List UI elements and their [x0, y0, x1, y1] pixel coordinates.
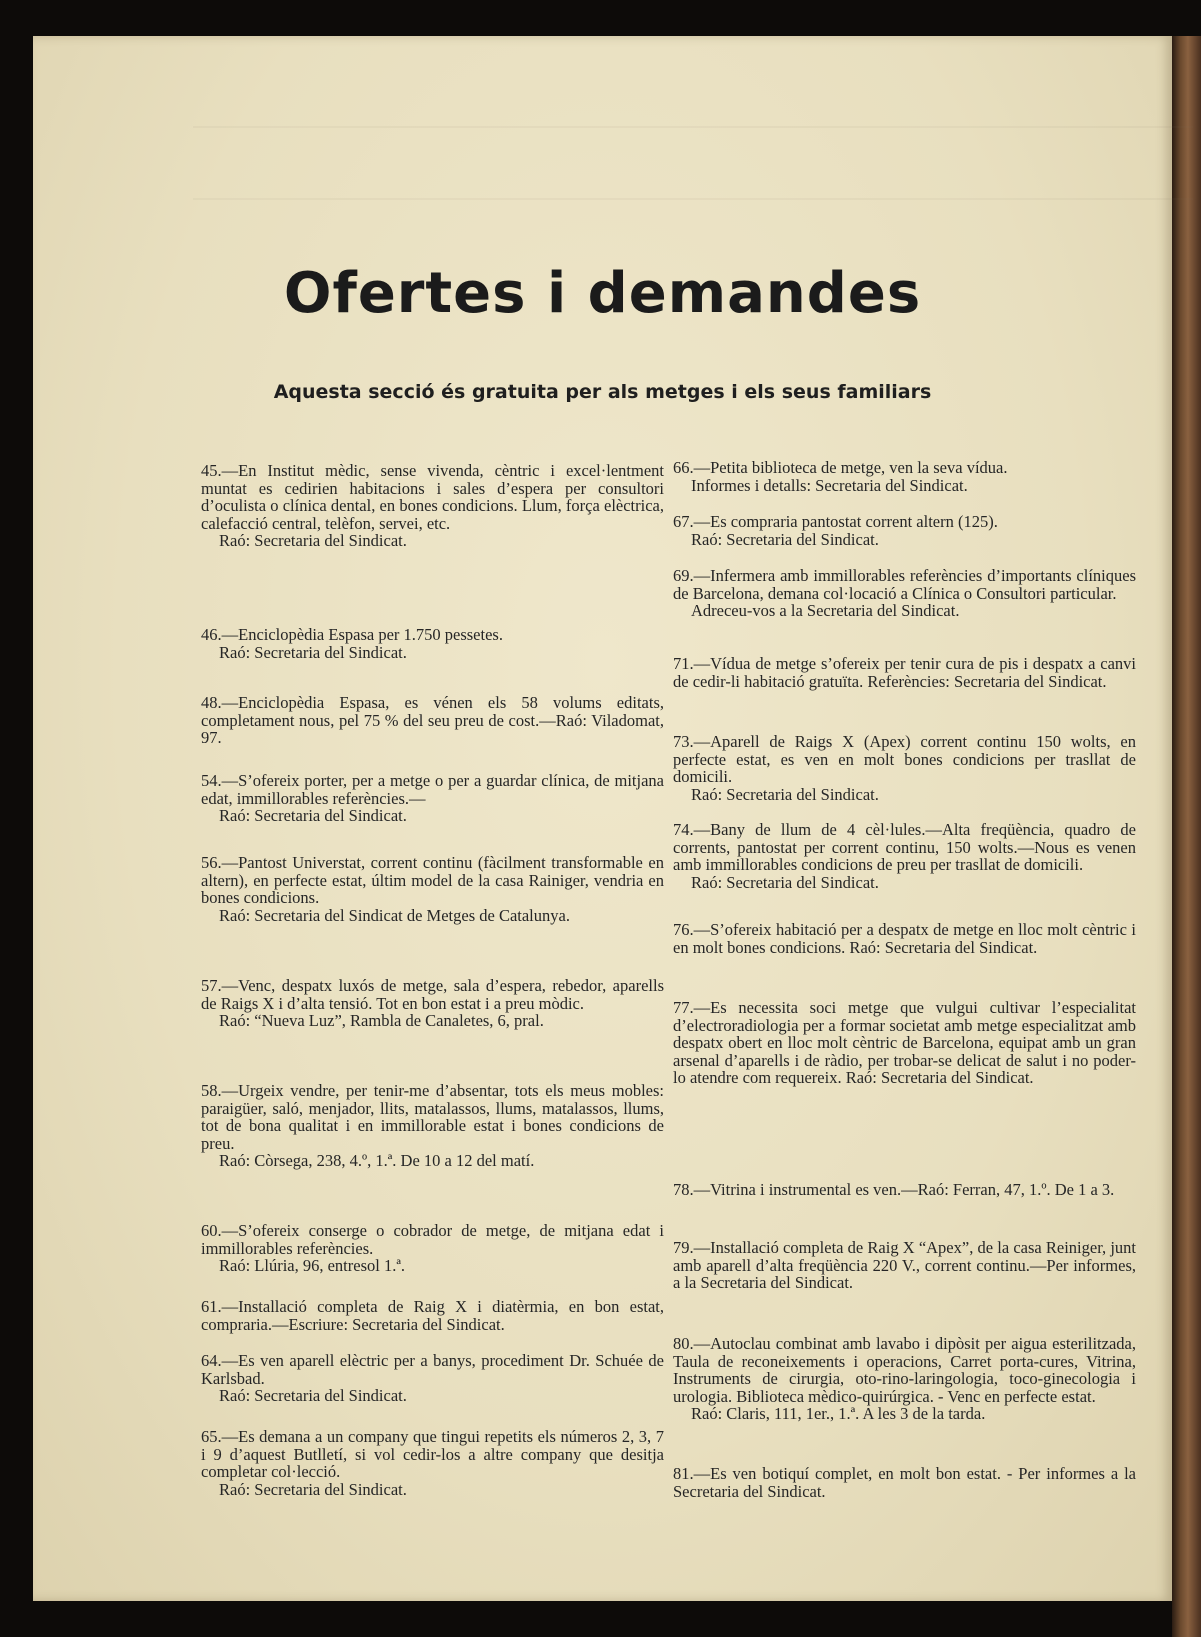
ad-contact: Raó: Secretaria del Sindicat. — [691, 872, 879, 892]
ad-text: 61.—Installació completa de Raig X i diatèrmia, en bon estat, compraria.—Escriure: Secretaria del Sindicat. — [201, 1297, 664, 1334]
classified-ad — [673, 1181, 1136, 1199]
classified-ad — [673, 733, 1136, 803]
book-spine-edge — [1172, 36, 1201, 1637]
ad-text: 79.—Installació completa de Raig X “Apex”, de la casa Reiniger, junt amb aparell d’alta freqüència 220 V., corrent continu.—Per informes, a la Secretaria del Sindicat. — [673, 1238, 1136, 1292]
ad-text: 57.—Venc, despatx luxós de metge, sala d’espera, rebedor, aparells de Raigs X i d’alta tensió. Tot en bon estat i a preu mòdic. — [201, 976, 664, 1013]
classified-ad — [201, 977, 664, 1030]
ad-text: 48.—Enciclopèdia Espasa, es vénen els 58 volums editats, completament nous, pel 75 % del seu preu de cost.—Raó: Viladomat, 97. — [201, 693, 664, 747]
classified-ad — [673, 1465, 1136, 1500]
ad-text: 64.—Es ven aparell elèctric per a banys, procediment Dr. Schuée de Karlsbad. — [201, 1351, 664, 1388]
classified-ad — [673, 1335, 1136, 1423]
ad-text: 81.—Es ven botiquí complet, en molt bon estat. - Per informes a la Secretaria del Sindicat. — [673, 1464, 1136, 1501]
page-subtitle: Aquesta secció és gratuita per als metges i els seus familiars — [273, 381, 932, 403]
ad-text: 78.—Vitrina i instrumental es ven.—Raó: Ferran, 47, 1.º. De 1 a 3. — [673, 1180, 1115, 1199]
ad-contact: Raó: Secretaria del Sindicat. — [219, 1479, 407, 1499]
ad-contact: Raó: Secretaria del Sindicat. — [219, 1386, 407, 1405]
ad-contact: Raó: Secretaria del Sindicat de Metges de Catalunya. — [219, 905, 570, 925]
classified-ad — [673, 821, 1136, 891]
ad-contact: Raó: Claris, 111, 1er., 1.ª. A les 3 de la tarda. — [691, 1404, 986, 1423]
ad-text: 69.—Infermera amb immillorables referències d’importants clíniques de Barcelona, demana col·locació a Clínica o Consultori particular. — [673, 566, 1136, 603]
ad-contact: Raó: Còrsega, 238, 4.º, 1.ª. De 10 a 12 del matí. — [219, 1151, 535, 1170]
ad-text: 67.—Es compraria pantostat corrent altern (125). — [673, 512, 998, 531]
ad-text: 54.—S’ofereix porter, per a metge o per a guardar clínica, de mitjana edat, immillorables referències.— — [201, 771, 664, 808]
ad-contact: Raó: Secretaria del Sindicat. — [219, 531, 407, 550]
classified-ad — [201, 1222, 664, 1275]
ad-text: 66.—Petita biblioteca de metge, ven la seva vídua. — [673, 458, 1008, 477]
classified-ad — [201, 772, 664, 825]
ad-text: 46.—Enciclopèdia Espasa per 1.750 pessetes. — [201, 625, 503, 644]
ad-text: 71.—Vídua de metge s’ofereix per tenir cura de pis i despatx a canvi de cedir-li habitació gratuïta. Referències: Secretaria del Sindicat. — [673, 654, 1136, 691]
ad-text: 77.—Es necessita soci metge que vulgui cultivar l’especialitat d’electroradiologia per a formar societat amb metge especialitzat amb despatx obert en lloc molt cèntric de Barcelona, equipat amb un gran arsenal d’aparells i de ràdio, per trobar-se delicat de salut i no poder-lo atendre com requereix. Raó: Secretaria del Sindicat. — [673, 998, 1136, 1087]
classified-ad — [673, 655, 1136, 690]
classified-ad — [201, 1428, 664, 1498]
classified-ad — [201, 694, 664, 747]
ad-contact: Informes i detalls: Secretaria del Sindicat. — [691, 475, 968, 495]
ad-contact: Raó: Secretaria del Sindicat. — [219, 806, 407, 825]
classified-ad — [673, 999, 1136, 1087]
ad-text: 60.—S’ofereix conserge o cobrador de metge, de mitjana edat i immillorables referències. — [201, 1221, 664, 1258]
ad-contact: Raó: Llúria, 96, entresol 1.ª. — [219, 1256, 406, 1275]
document-page — [33, 36, 1172, 1601]
classified-ad — [201, 854, 664, 924]
classified-ad — [673, 513, 1136, 548]
classified-ad — [201, 462, 664, 550]
classified-ad — [201, 1352, 664, 1405]
classified-ad — [201, 626, 664, 661]
ad-text: 45.—En Institut mèdic, sense vivenda, cèntric i excel·lentment muntat es cedirien habitacions i sales d’espera per consultori d’oculista o clínica dental, en bones condicions. Llum, força elèctrica, calefacció central, telèfon, servei, etc. — [201, 461, 664, 533]
ad-text: 73.—Aparell de Raigs X (Apex) corrent continu 150 wolts, en perfecte estat, es ven en molt bones condicions per trasllat de domicili. — [673, 732, 1136, 786]
classified-ad — [673, 459, 1136, 494]
ad-contact: Adreceu-vos a la Secretaria del Sindicat. — [691, 601, 960, 620]
ad-contact: Raó: “Nueva Luz”, Rambla de Canaletes, 6, pral. — [219, 1011, 544, 1030]
classified-ad — [673, 567, 1136, 620]
classified-ad — [673, 1239, 1136, 1292]
classified-ad — [673, 921, 1136, 956]
ad-contact: Raó: Secretaria del Sindicat. — [691, 529, 879, 549]
ad-text: 65.—Es demana a un company que tingui repetits els números 2, 3, 7 i 9 d’aquest Butlletí, si vol cedir-los a altre company que desitja completar col·lecció. — [201, 1427, 664, 1481]
ad-text: 76.—S’ofereix habitació per a despatx de metge en lloc molt cèntric i en molt bones condicions. Raó: Secretaria del Sindicat. — [673, 920, 1136, 957]
ad-text: 80.—Autoclau combinat amb lavabo i dipòsit per aigua esterilitzada, Taula de reconeixements i operacions, Carret porta-cures, Vitrina, Instruments de cirurgia, oto-rino-laringologia, toco-ginecologia i urologia. Biblioteca mèdico-quirúrgica. - Venc en perfecte estat. — [673, 1334, 1136, 1406]
ad-text: 56.—Pantost Universtat, corrent continu (fàcilment transformable en altern), en perfecte estat, últim model de la casa Rainiger, vendria en bones condicions. — [201, 853, 664, 907]
ad-contact: Raó: Secretaria del Sindicat. — [691, 784, 879, 804]
ad-contact: Raó: Secretaria del Sindicat. — [219, 642, 407, 662]
page-title: Ofertes i demandes — [283, 261, 922, 326]
classified-ad — [201, 1298, 664, 1333]
show-through-header — [193, 126, 1193, 200]
classified-ad — [201, 1082, 664, 1170]
ad-text: 58.—Urgeix vendre, per tenir-me d’absentar, tots els meus mobles: paraigüer, saló, menjador, llits, matalassos, llums, matalassos, llums, tot de bona qualitat i en immillorable estat i bones condicions de preu. — [201, 1081, 664, 1153]
ad-text: 74.—Bany de llum de 4 cèl·lules.—Alta freqüència, quadro de corrents, pantostat per corrent continu, 150 wolts.—Nous es venen amb immillorables condicions de preu per trasllat de domicili. — [673, 820, 1136, 874]
